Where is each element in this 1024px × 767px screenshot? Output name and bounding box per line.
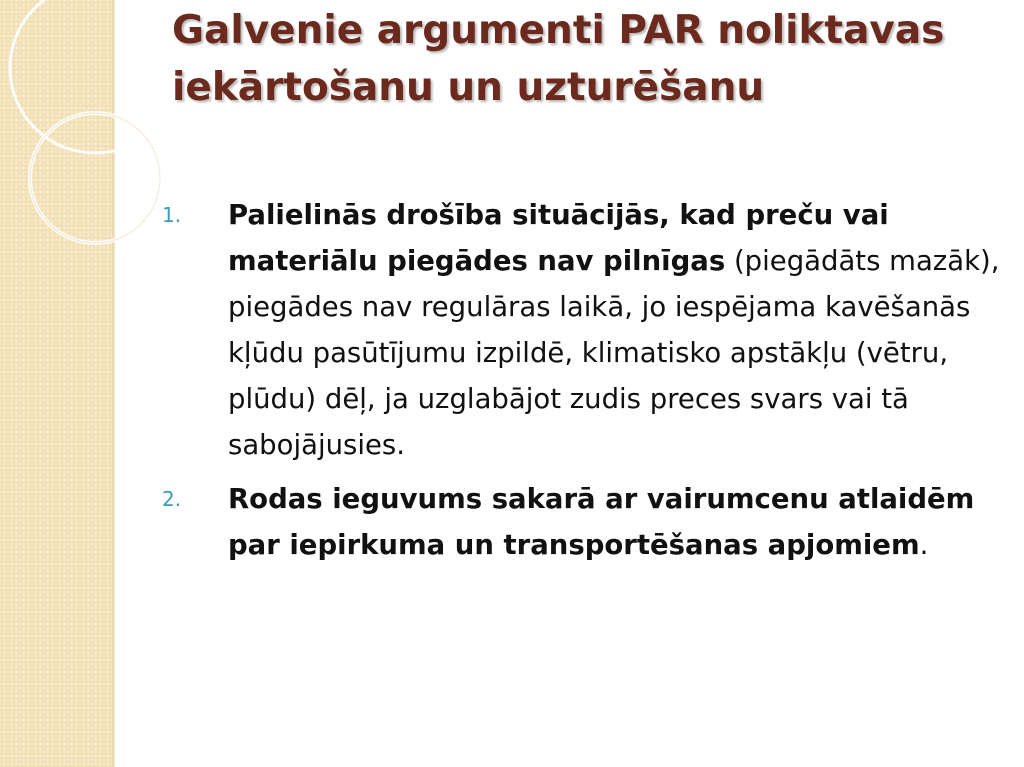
item-bold-text: Palielinās drošība situācijās, kad preču vai materiālu piegādes nav pilnīgas [228, 199, 889, 277]
slide-title: Galvenie argumenti PAR noliktavas iekārtošanu un uzturēšanu [172, 8, 945, 110]
list-item [162, 476, 1002, 568]
item-text: . [919, 529, 929, 561]
list-number: 2. [162, 487, 182, 511]
list-number: 1. [162, 203, 182, 227]
list-item [162, 192, 1002, 468]
item-text: (piegādāts mazāk), piegādes nav regulāras laikā, jo iespējama kavēšanās kļūdu pasūtījumu izpildē, klimatisko apstākļu (vētru, plūdu) dēļ, ja uzglabājot zudis preces svars vai tā sabojājusies. [228, 245, 1000, 461]
argument-list [162, 192, 1002, 568]
item-bold-text: Rodas ieguvums sakarā ar vairumcenu atlaidēm par iepirkuma un transportēšanas apjomiem [228, 483, 975, 561]
